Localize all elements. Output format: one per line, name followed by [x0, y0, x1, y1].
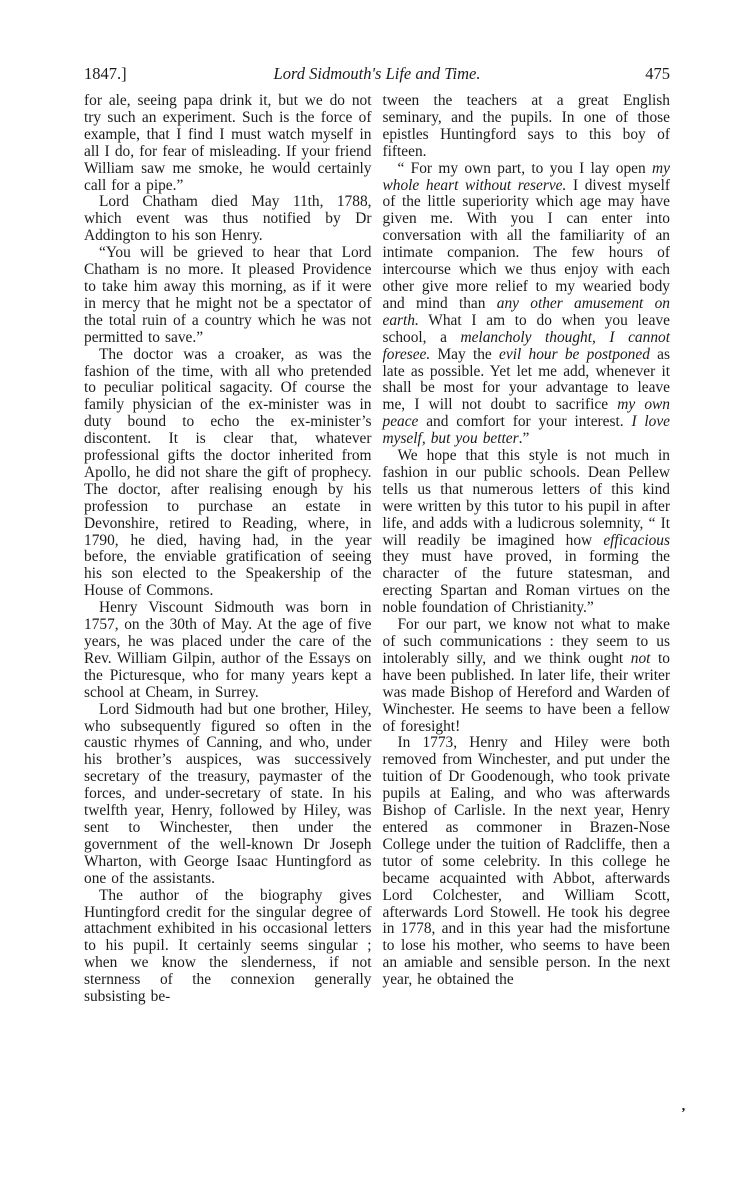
text-run: The doctor was a croaker, as was the fashion of the time, with all who pretended to peculiar political sagacity. Of course the family physician of the ex-minister was in duty bound to echo the ex-minister’s discontent. It is clear that, whatever professional gifts the doctor inherited from Apollo, he did not share the gift of prophecy. The doctor, after realising enough by his profession to purchase an estate in Devonshire, retired to Reading, where, in 1790, he died, having had, in the year before, the enviable gratification of seeing his son elected to the Speakership of the House of Commons.: [84, 345, 372, 600]
italic-text-run: evil hour be postponed: [499, 345, 650, 363]
paragraph: [84, 888, 372, 1006]
right-column: [383, 93, 671, 1006]
text-run: .”: [518, 430, 530, 448]
paragraph: [84, 347, 372, 601]
paragraph: [383, 448, 671, 617]
italic-text-run: any other amusement on earth.: [382, 294, 670, 329]
paragraph: [383, 735, 671, 989]
text-run: and comfort for your interest.: [418, 413, 632, 431]
header-article-title: Lord Sidmouth's Life and Time.: [273, 64, 481, 83]
paragraph: [84, 600, 372, 701]
text-run: May the: [430, 345, 500, 363]
text-run: as late as possible. Yet let me add, whenever it shall be most for your advantage to leave me, I will not doubt to sacrifice: [382, 345, 670, 414]
italic-text-run: I love myself, but you better: [382, 413, 670, 448]
text-run: they must have proved, in forming the character of the future statesman, and erecting Spartan and Roman virtues on the noble foundation of Christianity.”: [382, 548, 670, 617]
paragraph: [383, 617, 671, 735]
italic-text-run: not: [630, 649, 651, 667]
paragraph: [383, 161, 671, 448]
text-run: Henry Viscount Sidmouth was born in 1757, on the 30th of May. At the age of five years, he was placed under the care of the Rev. William Gilpin, author of the Essays on the Picturesque, who for many years kept a school at Cheam, in Surrey.: [84, 599, 372, 701]
running-header: [84, 64, 670, 86]
text-run: for ale, seeing papa drink it, but we do not try such an experiment. Such is the force of example, that I find I must watch myself in all I do, for fear of misleading. If your friend William saw me smoke, he would certainly call for a pipe.”: [84, 92, 372, 194]
paragraph: [84, 245, 372, 346]
left-column: [84, 93, 372, 1006]
text-run: The author of the biography gives Huntingford credit for the singular degree of attachment exhibited in his occasional letters to his pupil. It certainly seems singular ; when we know the slenderness, if not sternness of the connexion generally subsisting be-: [84, 886, 372, 1006]
text-run: In 1773, Henry and Hiley were both removed from Winchester, and put under the tuition of Dr Goodenough, who took private pupils at Ealing, and who was afterwards Bishop of Carlisle. In the next year, Henry entered as commoner in Brazen-Nose College under the tuition of Radcliffe, then a tutor of some celebrity. In this college he became acquainted with Abbot, afterwards Lord Colchester, and William Scott, afterwards Lord Stowell. He took his degree in 1778, and in this year had the misfortune to lose his mother, who seems to have been an amiable and sensible person. In the next year, he obtained the: [382, 734, 670, 989]
text-run: tween the teachers at a great English seminary, and the pupils. In one of those epistles Huntingford says to this boy of fifteen.: [382, 92, 670, 160]
italic-text-run: my own peace: [382, 396, 670, 431]
italic-text-run: my whole heart without reserve.: [382, 159, 670, 194]
text-run: “ For my own part, to you I lay open: [397, 159, 653, 177]
text-run: We hope that this style is not much in fashion in our public schools. Dean Pellew tells us that numerous letters of this kind were written by this tutor to his pupil in after life, and adds with a ludicrous solemnity, “ It will readily be imagined how: [382, 447, 670, 549]
text-run: to have been published. In later life, their writer was made Bishop of Hereford and Warden of Winchester. He seems to have been a fellow of foresight!: [382, 649, 670, 735]
italic-text-run: melancholy thought, I cannot foresee.: [382, 328, 670, 363]
text-run: For our part, we know not what to make of such communications : they seem to us intolerably silly, and we think ought: [382, 616, 670, 667]
text-run: Lord Chatham died May 11th, 1788, which event was thus notified by Dr Addington to his son Henry.: [84, 193, 372, 245]
paragraph: [383, 93, 671, 161]
paragraph: [84, 194, 372, 245]
text-run: I divest myself of the little superiority which age may have given me. With you I can enter into conversation with all the familiarity of an intimate companion. The few hours of intercourse which we thus enjoy with each other give more relief to my wearied body and mind than: [382, 176, 670, 312]
italic-text-run: efficacious: [603, 531, 670, 549]
text-body: [84, 93, 670, 1006]
header-year-label: 1847.]: [84, 64, 127, 83]
text-run: “You will be grieved to hear that Lord Chatham is no more. It pleased Providence to take him away this morning, as if it were in mercy that he might not be a spectator of the total ruin of a country which he was not permitted to save.”: [84, 244, 372, 346]
text-run: Lord Sidmouth had but one brother, Hiley, who subsequently figured so often in the caustic rhymes of Canning, and who, under his brother’s auspices, was successively secretary of the treasury, paymaster of the forces, and under-secretary of state. In his twelfth year, Henry, followed by Hiley, was sent to Winchester, then under the government of the well-known Dr Joseph Wharton, with George Isaac Huntingford as one of the assistants.: [84, 700, 372, 887]
text-run: What I am to do when you leave school, a: [382, 311, 670, 346]
paragraph: [84, 702, 372, 888]
ink-speck: ’: [681, 1106, 686, 1121]
paragraph: [84, 93, 372, 194]
header-page-number: 475: [645, 64, 670, 83]
